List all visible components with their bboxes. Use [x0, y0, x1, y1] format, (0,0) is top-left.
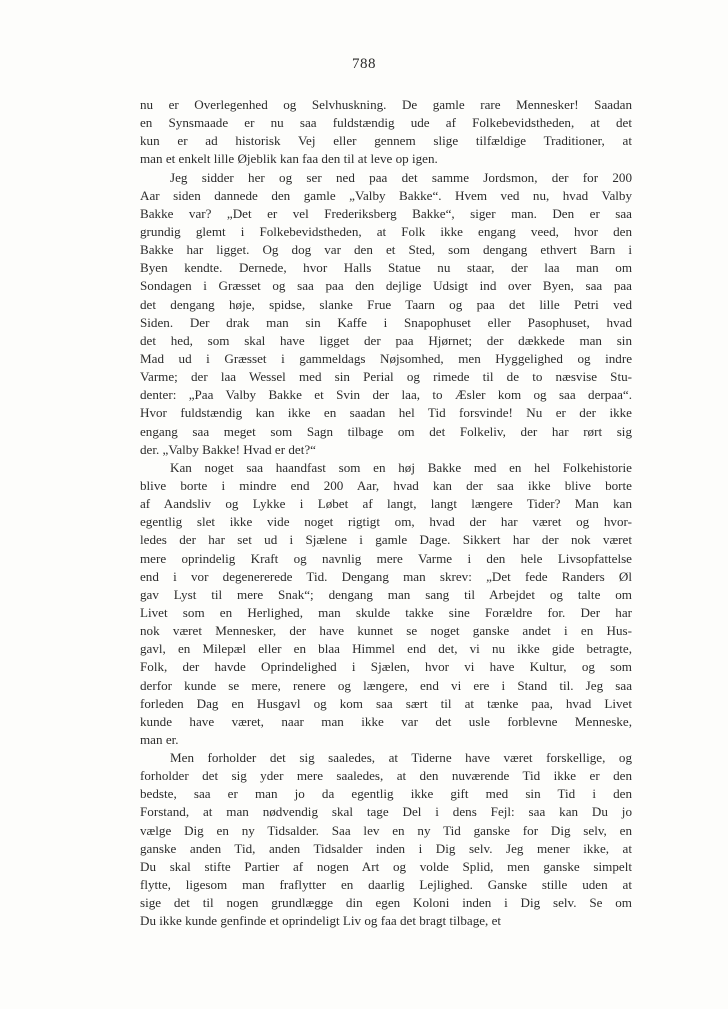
text-line: forleden Dag en Husgavl og kom saa sært til at tænke paa, hvad Livet: [140, 695, 632, 711]
text-line: ganske anden Tid, anden Tidsalder inden i Dig selv. Jeg mener ikke, at: [140, 840, 632, 856]
text-line: end i vor degenererede Tid. Dengang man skrev: „Det fede Randers Øl: [140, 568, 632, 584]
text-line: kunde have været, naar man ikke var det usle forblevne Menneske,: [140, 713, 632, 729]
text-line: Men forholder det sig saaledes, at Tiderne have været forskellige, og: [170, 750, 632, 766]
text-line: det hed, som skal have ligget der paa Hjørnet; der dækkede man sin: [140, 332, 632, 348]
paragraph: [140, 459, 632, 749]
text-line: vælge Dig en ny Tidsalder. Saa lev en ny Tid ganske for Dig selv, en: [140, 822, 632, 838]
text-line: Byen kendte. Dernede, hvor Halls Statue nu staar, der laa man om: [140, 260, 632, 276]
text-line: der. „Valby Bakke! Hvad er det?“: [140, 441, 316, 457]
text-line: kun er ad historisk Vej eller gennem slige tilfældige Traditioner, at: [140, 133, 632, 149]
text-line: man er.: [140, 731, 179, 747]
paragraph: [140, 96, 632, 169]
text-line: engang saa meget som Sagn tilbage om det Folkeliv, der har rørt sig: [140, 423, 632, 439]
text-line: Siden. Der drak man sin Kaffe i Snapophuset eller Pasophuset, hvad: [140, 314, 632, 330]
text-line: gavl, en Milepæl eller en blaa Himmel end det, vi nu ikke gide betragte,: [140, 641, 632, 657]
text-line: ledes der har set ud i Sjælene i gamle Dage. Sikkert har der nok været: [140, 532, 632, 548]
text-line: Aar siden dannede den gamle „Valby Bakke“. Hvem ved nu, hvad Valby: [140, 187, 632, 203]
text-line: Hvor fuldstændig kan ikke en saadan hel Tid forsvinde! Nu er der ikke: [140, 405, 632, 421]
text-line: Du skal stifte Partier af nogen Art og volde Splid, men ganske simpelt: [140, 858, 632, 874]
text-line: blive borte i mindre end 200 Aar, hvad kan der saa ikke blive borte: [140, 477, 632, 493]
body-text: [140, 96, 632, 930]
text-line: forholder det sig yder mere saaledes, at den nuværende Tid ikke er den: [140, 768, 632, 784]
text-line: Jeg sidder her og ser ned paa det samme Jordsmon, der for 200: [170, 169, 632, 185]
text-line: man et enkelt lille Øjeblik kan faa den til at leve op igen.: [140, 151, 438, 167]
text-line: Bakke har ligget. Og dog var den et Sted, som dengang ethvert Barn i: [140, 242, 632, 258]
text-line: sige det til nogen grundlægge din egen Koloni inden i Dig selv. Se om: [140, 895, 632, 911]
page-number: 788: [352, 56, 376, 72]
text-line: en Synsmaade er nu saa fuldstændig ude af Folkebevidstheden, at det: [140, 115, 632, 131]
paragraph: [140, 749, 632, 930]
text-line: Mad ud i Græsset i gammeldags Nøjsomhed, men Hyggelighed og indre: [140, 350, 632, 366]
text-line: Varme; der laa Wessel med sin Perial og rimede til de to næsvise Stu-: [140, 369, 632, 385]
text-line: Folk, der havde Oprindelighed i Sjælen, hvor vi have Kultur, og som: [140, 659, 632, 675]
text-line: Du ikke kunde genfinde et oprindeligt Liv og faa det bragt tilbage, et: [140, 913, 502, 929]
text-line: mere oprindelig Kraft og navnlig mere Varme i den hele Livsopfattelse: [140, 550, 632, 566]
text-line: Bakke var? „Det er vel Frederiksberg Bakke“, siger man. Den er saa: [140, 205, 632, 221]
text-line: egentlig slet ikke vide noget rigtigt om, hvad der har været og hvor-: [140, 514, 632, 530]
paragraph: [140, 169, 632, 459]
text-line: denter: „Paa Valby Bakke et Svin der laa, to Æsler kom og saa derpaa“.: [140, 387, 632, 403]
text-line: nu er Overlegenhed og Selvhuskning. De gamle rare Mennesker! Saadan: [140, 97, 632, 112]
text-line: det dengang høje, spidse, slanke Frue Taarn og paa det lille Petri ved: [140, 296, 632, 312]
text-line: Sondagen i Græsset og saa paa den dejlige Udsigt ind over Byen, saa paa: [140, 278, 632, 294]
text-line: af Aandsliv og Lykke i Løbet af langt, langt længere Tider? Man kan: [140, 496, 632, 512]
text-line: gav Lyst til mere Snak“; dengang man sang til Arbejdet og talte om: [140, 586, 632, 602]
text-line: Livet som en Herlighed, man skulde takke sine Forældre for. Der har: [140, 604, 632, 620]
text-line: derfor kunde se mere, renere og længere, end vi ere i Stand til. Jeg saa: [140, 677, 632, 693]
text-line: grundig glemt i Folkebevidstheden, at Folk ikke engang veed, hvor den: [140, 223, 632, 239]
text-line: nok været Mennesker, der have kunnet se noget ganske andet i en Hus-: [140, 623, 632, 639]
text-line: Kan noget saa haandfast som en høj Bakke med en hel Folkehistorie: [170, 459, 632, 475]
text-line: Forstand, at man nødvendig skal tage Del i dens Fejl: saa kan Du jo: [140, 804, 632, 820]
text-line: flytte, ligesom man fraflytter en daarlig Lejlighed. Ganske stille uden at: [140, 877, 632, 893]
text-line: bedste, saa er man jo da egentlig ikke gift med sin Tid i den: [140, 786, 632, 802]
